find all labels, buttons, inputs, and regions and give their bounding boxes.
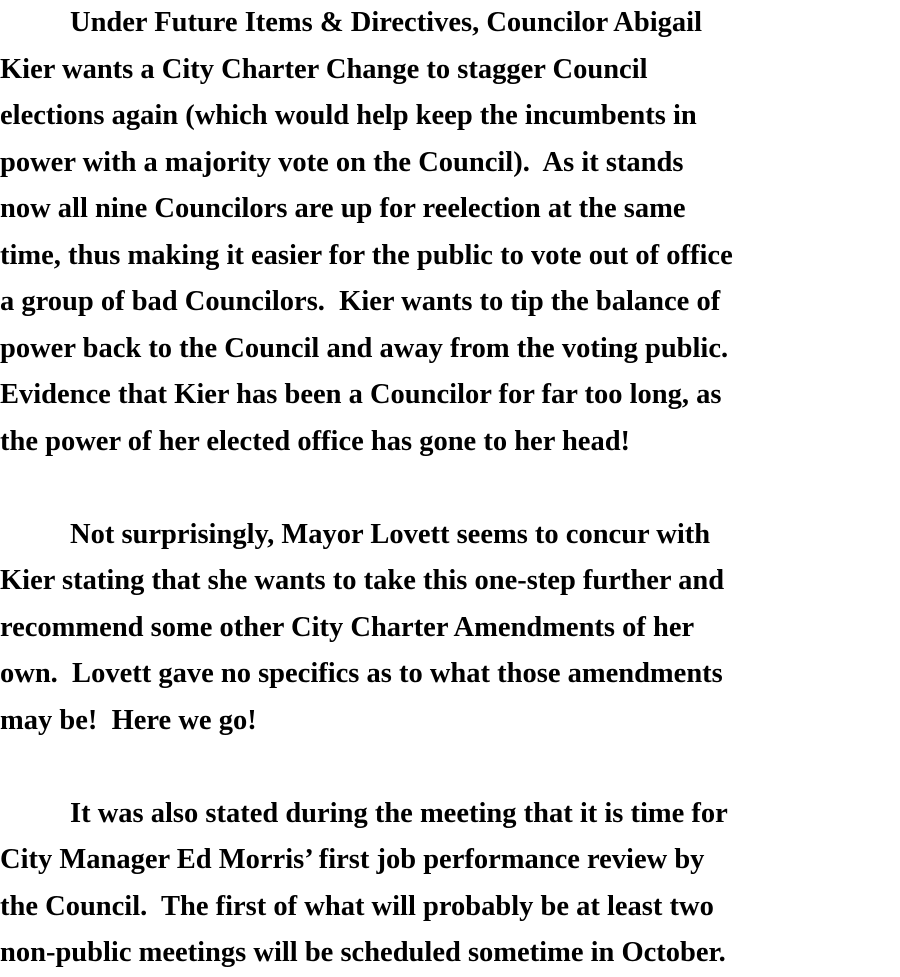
text-line: own. Lovett gave no specifics as to what those amendments bbox=[0, 658, 723, 689]
text-line: Evidence that Kier has been a Councilor for far too long, as bbox=[0, 379, 722, 410]
paragraph-mayor-lovett bbox=[0, 512, 900, 745]
text-line: non-public meetings will be scheduled sometime in October. bbox=[0, 937, 726, 968]
text-line: time, thus making it easier for the public to vote out of office bbox=[0, 239, 733, 271]
text-line: the Council. The first of what will probably be at least two bbox=[0, 890, 714, 922]
text-line: elections again (which would help keep the incumbents in bbox=[0, 100, 697, 131]
text-line: Under Future Items & Directives, Councilor Abigail bbox=[70, 7, 702, 38]
text-line: now all nine Councilors are up for reelection at the same bbox=[0, 193, 686, 224]
paragraph-charter-change bbox=[0, 0, 900, 465]
text-line: recommend some other City Charter Amendments of her bbox=[0, 611, 695, 643]
paragraph-gap bbox=[0, 465, 900, 512]
text-line: power back to the Council and away from the voting public. bbox=[0, 332, 729, 364]
text-line: may be! Here we go! bbox=[0, 704, 257, 736]
text-line: It was also stated during the meeting that it is time for bbox=[70, 797, 728, 829]
paragraph-gap bbox=[0, 744, 900, 791]
text-line: Kier wants a City Charter Change to stagger Council bbox=[0, 53, 648, 85]
paragraph-city-manager-review bbox=[0, 791, 900, 977]
text-line: a group of bad Councilors. Kier wants to tip the balance of bbox=[0, 286, 721, 317]
text-line: Not surprisingly, Mayor Lovett seems to concur with bbox=[70, 518, 711, 550]
text-line: power with a majority vote on the Council). As it stands bbox=[0, 146, 684, 178]
text-line: the power of her elected office has gone to her head! bbox=[0, 425, 631, 457]
text-line: City Manager Ed Morris’ first job performance review by bbox=[0, 844, 705, 875]
text-line: Kier stating that she wants to take this one-step further and bbox=[0, 565, 725, 596]
